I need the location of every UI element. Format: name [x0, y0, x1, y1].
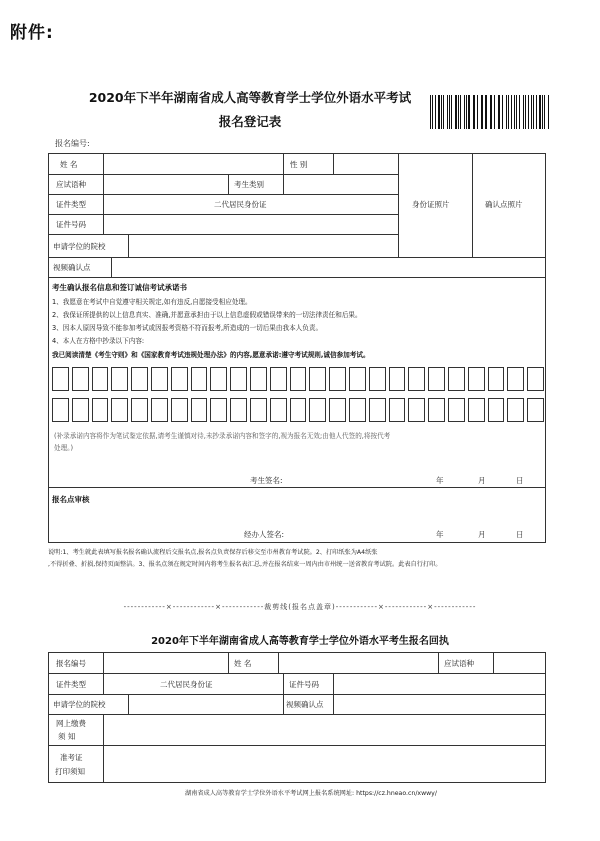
form-title: 2020年下半年湖南省成人高等教育学士学位外语水平考试 — [88, 90, 412, 105]
review-year: 年 — [436, 530, 444, 539]
subject-label: 应试语种 — [56, 180, 86, 189]
copy-grid-box[interactable] — [507, 398, 524, 422]
copy-grid-box[interactable] — [72, 398, 89, 422]
category-label: 考生类别 — [234, 180, 264, 189]
pledge-title: 考生确认报名信息和签订诚信考试承诺书 — [52, 283, 187, 292]
copy-grid-box[interactable] — [349, 398, 366, 422]
copy-grid-box[interactable] — [52, 367, 69, 391]
notes-line-1: 说明:1、考生就此表填写报名报名确认流程后交报名点,报名点负责保存后移交至市州教育考试院。2、打印纸张为A4纸张 — [48, 549, 378, 556]
copy-grid-box[interactable] — [230, 367, 247, 391]
copy-grid-box[interactable] — [488, 367, 505, 391]
receipt-ticket-label-b: 打印须知 — [55, 767, 85, 776]
copy-grid-box[interactable] — [507, 367, 524, 391]
video-label: 视频确认点 — [53, 263, 91, 272]
copy-grid-box[interactable] — [250, 398, 267, 422]
copy-grid-box[interactable] — [428, 367, 445, 391]
reg-no-label: 报名编号: — [55, 139, 90, 148]
copy-grid-box[interactable] — [270, 367, 287, 391]
copy-grid-box[interactable] — [171, 398, 188, 422]
copy-grid-box[interactable] — [448, 367, 465, 391]
receipt-school-label: 申请学位的院校 — [53, 700, 106, 709]
receipt-video-label: 视频确认点 — [286, 700, 324, 709]
sign-year: 年 — [436, 476, 444, 485]
copy-grid-row-1 — [52, 367, 547, 391]
copy-grid-box[interactable] — [290, 367, 307, 391]
copy-grid-box[interactable] — [151, 367, 168, 391]
copy-grid-box[interactable] — [290, 398, 307, 422]
sign-day: 日 — [516, 476, 524, 485]
copy-grid-box[interactable] — [191, 367, 208, 391]
pledge-item-1: 1、我愿意在考试中自觉遵守相关规定,如有违反,自愿接受相应处理。 — [52, 298, 252, 306]
copy-grid-box[interactable] — [389, 367, 406, 391]
review-day: 日 — [516, 530, 524, 539]
copy-grid-box[interactable] — [389, 398, 406, 422]
receipt-id-no-label: 证件号码 — [289, 680, 319, 689]
id-photo-label: 身份证照片 — [412, 200, 450, 209]
copy-grid-box[interactable] — [309, 398, 326, 422]
receipt-id-type-label: 证件类型 — [56, 680, 86, 689]
receipt-id-type-value: 二代居民身份证 — [160, 680, 213, 689]
copy-grid-box[interactable] — [468, 367, 485, 391]
receipt-footer: 湖南省成人高等教育学士学位外语水平考试网上报名系统网址: https://cz.hneao.cn/xwwy/ — [185, 790, 437, 797]
copy-grid-box[interactable] — [527, 367, 544, 391]
copy-grid-box[interactable] — [111, 367, 128, 391]
copy-grid-box[interactable] — [191, 398, 208, 422]
copy-grid-box[interactable] — [210, 398, 227, 422]
pledge-statement: 我已阅读清楚《考生守则》和《国家教育考试违规处理办法》的内容,愿意承诺:遵守考试规则,诚信参加考试。 — [52, 351, 370, 359]
copy-grid-box[interactable] — [428, 398, 445, 422]
copy-grid-box[interactable] — [309, 367, 326, 391]
copy-grid-box[interactable] — [250, 367, 267, 391]
copy-grid-box[interactable] — [230, 398, 247, 422]
copy-grid-box[interactable] — [72, 367, 89, 391]
id-type-label: 证件类型 — [56, 200, 86, 209]
copy-grid-box[interactable] — [369, 367, 386, 391]
gender-label: 性 别 — [290, 160, 308, 169]
review-title: 报名点审核 — [52, 495, 90, 504]
copy-grid-box[interactable] — [448, 398, 465, 422]
receipt-subject-label: 应试语种 — [444, 659, 474, 668]
review-month: 月 — [478, 530, 486, 539]
copy-grid-box[interactable] — [92, 367, 109, 391]
copy-grid-box[interactable] — [210, 367, 227, 391]
name-label: 姓 名 — [60, 160, 78, 169]
receipt-reg-no-label: 报名编号 — [56, 659, 86, 668]
copy-grid-box[interactable] — [527, 398, 544, 422]
notes-line-2: ,不得折叠、折损,保持页面整洁。3、报名点须在规定时间内将考生报名表汇总,并在报名结束一周内由市州统一送省教育考试院。此表自行打印。 — [48, 561, 442, 568]
pledge-note-2: 处理。) — [54, 444, 74, 452]
receipt-name-label: 姓 名 — [234, 659, 252, 668]
sign-month: 月 — [478, 476, 486, 485]
copy-grid-box[interactable] — [92, 398, 109, 422]
copy-grid-box[interactable] — [111, 398, 128, 422]
copy-grid-box[interactable] — [329, 367, 346, 391]
copy-grid-box[interactable] — [131, 367, 148, 391]
school-label: 申请学位的院校 — [53, 242, 106, 251]
receipt-title: 2020年下半年湖南省成人高等教育学士学位外语水平考生报名回执 — [151, 636, 449, 647]
copy-grid-box[interactable] — [329, 398, 346, 422]
copy-grid-box[interactable] — [151, 398, 168, 422]
copy-grid-box[interactable] — [408, 367, 425, 391]
copy-grid-box[interactable] — [408, 398, 425, 422]
copy-grid-box[interactable] — [52, 398, 69, 422]
officer-sign-label: 经办人签名: — [244, 530, 285, 539]
copy-grid-box[interactable] — [171, 367, 188, 391]
copy-grid-row-2 — [52, 398, 547, 422]
cut-line: ------------×------------×------------裁剪线(报名点盖章)------------×------------×------------ — [123, 603, 477, 611]
copy-grid-box[interactable] — [270, 398, 287, 422]
confirm-photo-label: 确认点照片 — [485, 200, 523, 209]
pledge-item-2: 2、我保证所提供的以上信息真实、准确,并愿意承担由于以上信息虚假或错误带来的一切法律责任和后果。 — [52, 311, 362, 319]
attachment-label: 附件: — [10, 23, 54, 43]
form-subtitle: 报名登记表 — [218, 114, 282, 129]
receipt-pay-label-a: 网上缴费 — [56, 719, 86, 728]
receipt-ticket-label-a: 准考证 — [60, 753, 83, 762]
pledge-item-3: 3、因本人原因导致不能参加考试或因报考资格不符而报考,所造成的一切后果由我本人负责。 — [52, 324, 323, 332]
receipt-pay-label-b: 须 知 — [58, 732, 76, 741]
pledge-note-1: (补录承诺内容将作为笔试鉴定依据,请考生谨慎对待,未抄录承诺内容和签字的,视为报名无效;由他人代签的,将按代考 — [54, 432, 391, 440]
id-no-label: 证件号码 — [56, 220, 86, 229]
barcode — [430, 95, 550, 129]
copy-grid-box[interactable] — [131, 398, 148, 422]
candidate-sign-label: 考生签名: — [250, 476, 283, 485]
copy-grid-box[interactable] — [488, 398, 505, 422]
copy-grid-box[interactable] — [468, 398, 485, 422]
id-type-value: 二代居民身份证 — [214, 200, 267, 209]
copy-grid-box[interactable] — [369, 398, 386, 422]
pledge-item-4: 4、本人在方格中抄录以下内容: — [52, 337, 145, 345]
copy-grid-box[interactable] — [349, 367, 366, 391]
